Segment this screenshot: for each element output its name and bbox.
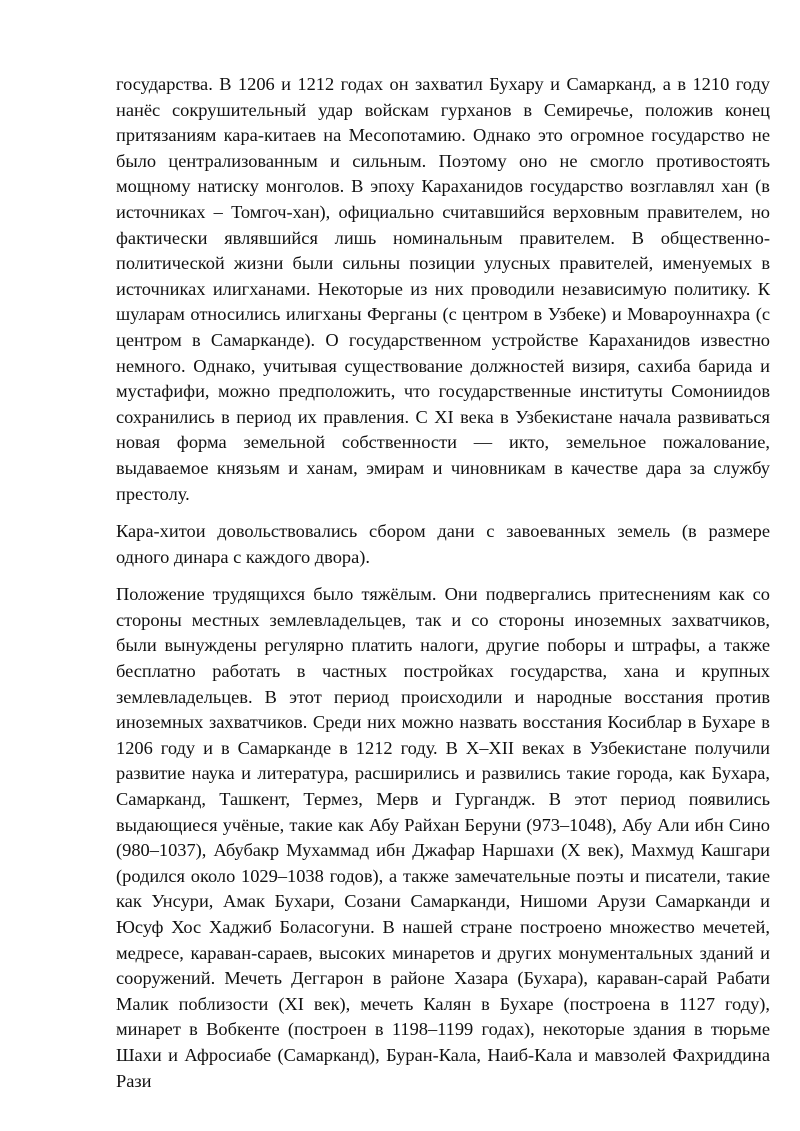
paragraph-working-people: Положение трудящихся было тяжёлым. Они подвергались притеснениям как со стороны местных землевладельцев, так и со стороны иноземных захватчиков, были вынуждены регулярно платить налоги, другие поборы и штрафы, а также бесплатно работать в частных постройках государства, хана и крупных землевладельцев. В этот период происходили и народные восстания против иноземных захватчиков. Среди них можно назвать восстания Косиблар в Бухаре в 1206 году и в Самарканде в 1212 году. В X–XII веках в Узбекистане получили развитие наука и литература, расширились и развились такие города, как Бухара, Самарканд, Ташкент, Термез, Мерв и Гургандж. В этот период появились выдающиеся учёные, такие как Абу Райхан Беруни (973–1048), Абу Али ибн Сино (980–1037), Абубакр Мухаммад ибн Джафар Наршахи (X век), Махмуд Кашгари (родился около 1029–1038 годов), а также замечательные поэты и писатели, такие как Унсури, Амак Бухари, Созани Самарканди, Нишоми Арузи Самарканди и Юсуф Хос Хаджиб Боласогуни. В нашей стране построено множество мечетей, медресе, караван-сараев, высоких минаретов и других монументальных зданий и сооружений. Мечеть Деггарон в районе Хазара (Бухара), караван-сарай Рабати Малик поблизости (XI век), мечеть Калян в Бухаре (построена в 1127 году), минарет в Вобкенте (построен в 1198–1199 годах), некоторые здания в тюрьме Шахи и Афросиабе (Самарканд), Буран-Кала, Наиб-Кала и мавзолей Фахриддина Рази	[116, 584, 770, 1091]
paragraph-kara-khitai-tribute: Кара-хитои довольствовались сбором дани с завоеванных земель (в размере одного динара с каждого двора).	[116, 521, 770, 567]
paragraph-karakhanid-state: государства. В 1206 и 1212 годах он захватил Бухару и Самарканд, а в 1210 году нанёс сокрушительный удар войскам гурханов в Семиречье, положив конец притязаниям кара-китаев на Месопотамию. Однако это огромное государство не было централизованным и сильным. Поэтому оно не смогло противостоять мощному натиску монголов. В эпоху Караханидов государство возглавлял хан (в источниках – Томгоч-хан), официально считавшийся верховным правителем, но фактически являвшийся лишь номинальным правителем. В общественно-политической жизни были сильны позиции улусных правителей, именуемых в источниках илигханами. Некоторые из них проводили независимую политику. К шуларам относились илигханы Ферганы (с центром в Узбеке) и Мовароуннахра (с центром в Самарканде). О государственном устройстве Караханидов известно немного. Однако, учитывая существование должностей визиря, сахиба барида и мустафифи, можно предположить, что государственные институты Сомониидов сохранились в период их правления. С XI века в Узбекистане начала развиваться новая форма земельной собственности — икто, земельное пожалование, выдаваемое князьям и ханам, эмирам и чиновникам в качестве дара за службу престолу.	[116, 74, 770, 504]
document-page	[116, 72, 770, 1106]
